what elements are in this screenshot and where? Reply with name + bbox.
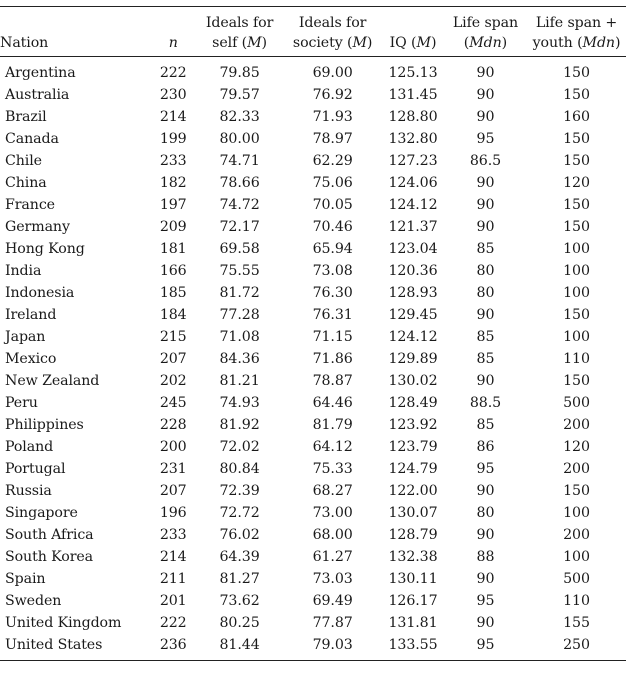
table-row: [0, 238, 626, 260]
cell-nation: Australia: [5, 87, 70, 103]
cell-ideals-society: 68.27: [312, 483, 353, 499]
cell-life-span: 90: [476, 483, 495, 499]
cell-life-span-youth: 110: [563, 351, 590, 367]
table-row: [0, 150, 626, 172]
cell-life-span: 85: [476, 241, 495, 257]
cell-n: 214: [159, 549, 187, 565]
cell-ideals-self: 77.28: [219, 307, 260, 323]
header-ideals-self-line2: [196, 33, 283, 53]
header-ideals-self-symbol: M: [247, 35, 262, 51]
header-life-span-youth: [527, 7, 626, 57]
cell-ideals-self: 79.85: [219, 65, 260, 81]
cell-life-span-youth: 500: [563, 395, 590, 411]
cell-n: 181: [159, 241, 187, 257]
cell-ideals-self: 72.17: [219, 219, 260, 235]
cell-iq: 130.11: [388, 571, 438, 587]
cell-nation: Philippines: [5, 417, 84, 433]
cell-iq: 128.93: [388, 285, 438, 301]
cell-life-span-youth: 110: [563, 593, 590, 609]
table-row: [0, 194, 626, 216]
cell-nation: Ireland: [5, 307, 57, 323]
cell-ideals-self: 76.02: [219, 527, 260, 543]
cell-n: 236: [150, 634, 196, 661]
cell-ideals-society: 79.03: [283, 634, 382, 661]
cell-nation: Brazil: [5, 109, 47, 125]
cell-ideals-society: 69.49: [312, 593, 353, 609]
table-row: [0, 458, 626, 480]
header-iq-symbol: M: [416, 35, 431, 51]
cell-life-span-youth: 150: [563, 373, 590, 389]
cell-life-span-youth: 100: [563, 285, 590, 301]
cell-ideals-society: 69.00: [312, 65, 353, 81]
table-body: [0, 57, 626, 661]
cell-life-span-youth: 150: [563, 65, 590, 81]
cell-iq: 129.89: [388, 351, 438, 367]
cell-iq: 124.06: [388, 175, 438, 191]
cell-iq: 128.49: [388, 395, 438, 411]
cell-life-span: 90: [476, 307, 495, 323]
cell-iq: 123.79: [388, 439, 438, 455]
header-life-span-line1: Life span: [452, 15, 519, 31]
cell-ideals-society: 76.30: [312, 285, 353, 301]
cell-iq: 130.02: [388, 373, 438, 389]
table-row: [0, 502, 626, 524]
cell-ideals-self: 79.57: [219, 87, 260, 103]
cell-ideals-society: 73.00: [312, 505, 353, 521]
cell-life-span-youth: 150: [563, 307, 590, 323]
cell-nation: United Kingdom: [5, 615, 122, 631]
cell-life-span: 90: [476, 615, 495, 631]
cell-ideals-society: 81.79: [312, 417, 353, 433]
table-row: [0, 260, 626, 282]
cell-nation: Singapore: [5, 505, 78, 521]
cell-ideals-society: 76.92: [312, 87, 353, 103]
cell-nation: Poland: [5, 439, 54, 455]
cell-life-span: 85: [476, 417, 495, 433]
cell-n: 207: [159, 483, 187, 499]
header-iq-line: [382, 33, 444, 53]
cell-ideals-self: 84.36: [219, 351, 260, 367]
cell-nation: Indonesia: [5, 285, 75, 301]
cell-n: 222: [159, 615, 187, 631]
cell-nation: Sweden: [5, 593, 62, 609]
header-life-span-pre: (: [463, 35, 470, 51]
cell-life-span-youth: 100: [563, 329, 590, 345]
cell-iq: 124.12: [388, 329, 438, 345]
cell-ideals-society: 77.87: [312, 615, 353, 631]
cell-n: 166: [159, 263, 187, 279]
header-ideals-self-post: ): [261, 35, 267, 51]
cell-ideals-self: 81.21: [219, 373, 260, 389]
cell-n: 207: [159, 351, 187, 367]
header-ideals-society: [283, 7, 382, 57]
table-row: [0, 568, 626, 590]
header-ideals-society-post: ): [366, 35, 373, 51]
cell-n: 215: [159, 329, 187, 345]
cell-life-span-youth: 100: [563, 505, 590, 521]
cell-ideals-society: 73.08: [312, 263, 353, 279]
cell-nation: Mexico: [5, 351, 57, 367]
cell-iq: 129.45: [388, 307, 438, 323]
cell-iq: 120.36: [388, 263, 438, 279]
cell-iq: 132.38: [388, 549, 438, 565]
cell-life-span: 85: [476, 351, 495, 367]
table-row: [0, 128, 626, 150]
cell-life-span-youth: 160: [563, 109, 590, 125]
header-ideals-self-line1: Ideals for: [205, 15, 274, 31]
cell-n: 184: [159, 307, 187, 323]
table-row: [0, 348, 626, 370]
cell-life-span: 90: [476, 87, 495, 103]
cell-life-span: 85: [476, 329, 495, 345]
cell-nation: China: [5, 175, 47, 191]
cell-iq: 128.80: [388, 109, 438, 125]
header-n: [150, 7, 196, 57]
cell-ideals-self: 80.00: [219, 131, 260, 147]
cell-nation: New Zealand: [5, 373, 100, 389]
cell-iq: 133.55: [382, 634, 444, 661]
header-life-span-line2: [444, 33, 527, 53]
cell-life-span: 95: [444, 634, 527, 661]
table-row: [0, 304, 626, 326]
header-row: [0, 7, 626, 57]
header-iq-post: ): [430, 35, 437, 51]
header-ideals-society-pre: society (: [292, 35, 353, 51]
cell-nation: South Africa: [5, 527, 94, 543]
cell-n: 233: [159, 153, 187, 169]
table-row: [0, 370, 626, 392]
cell-ideals-society: 64.12: [312, 439, 353, 455]
cell-ideals-self: 72.02: [219, 439, 260, 455]
table-row: [0, 172, 626, 194]
cell-ideals-society: 73.03: [312, 571, 353, 587]
cell-life-span: 95: [476, 593, 495, 609]
cell-life-span-youth: 150: [563, 483, 590, 499]
cell-ideals-society: 71.93: [312, 109, 353, 125]
cell-life-span-youth: 120: [563, 439, 590, 455]
cell-ideals-society: 68.00: [312, 527, 353, 543]
cell-life-span-youth: 200: [563, 527, 590, 543]
cell-life-span-youth: 120: [563, 175, 590, 191]
cell-life-span-youth: 150: [563, 153, 590, 169]
table-row: [0, 612, 626, 634]
cell-life-span-youth: 250: [527, 634, 626, 661]
cell-nation: Canada: [5, 131, 59, 147]
cell-ideals-society: 78.97: [312, 131, 353, 147]
cell-n: 211: [159, 571, 187, 587]
header-life-span-post: ): [501, 35, 508, 51]
table-row: [0, 326, 626, 348]
cell-ideals-self: 80.84: [219, 461, 260, 477]
cell-n: 197: [159, 197, 187, 213]
table-row: [0, 480, 626, 502]
cell-ideals-society: 65.94: [312, 241, 353, 257]
table-row: [0, 57, 626, 85]
nation-statistics-table: [0, 6, 626, 661]
cell-n: 233: [159, 527, 187, 543]
cell-life-span-youth: 100: [563, 549, 590, 565]
header-life-span-youth-pre: youth (: [532, 35, 583, 51]
cell-life-span: 95: [476, 461, 495, 477]
table-row: [0, 414, 626, 436]
cell-ideals-self: 75.55: [219, 263, 260, 279]
cell-ideals-self: 72.39: [219, 483, 260, 499]
cell-iq: 125.13: [388, 65, 438, 81]
table-header: [0, 7, 626, 57]
cell-ideals-self: 78.66: [219, 175, 260, 191]
cell-nation: Hong Kong: [5, 241, 85, 257]
header-life-span-youth-symbol: Mdn: [582, 35, 615, 51]
cell-life-span-youth: 155: [563, 615, 590, 631]
cell-life-span-youth: 200: [563, 417, 590, 433]
header-life-span-youth-post: ): [614, 35, 621, 51]
cell-life-span-youth: 500: [563, 571, 590, 587]
cell-life-span-youth: 100: [563, 241, 590, 257]
cell-n: 245: [159, 395, 187, 411]
cell-nation: Argentina: [5, 65, 76, 81]
cell-nation: Japan: [5, 329, 46, 345]
cell-ideals-society: 71.15: [312, 329, 353, 345]
cell-ideals-self: 74.93: [219, 395, 260, 411]
cell-life-span: 90: [476, 65, 495, 81]
cell-n: 214: [159, 109, 187, 125]
cell-life-span: 90: [476, 175, 495, 191]
cell-ideals-self: 81.92: [219, 417, 260, 433]
cell-n: 199: [159, 131, 187, 147]
cell-n: 201: [159, 593, 187, 609]
cell-iq: 128.79: [388, 527, 438, 543]
cell-iq: 126.17: [388, 593, 438, 609]
cell-nation: France: [5, 197, 55, 213]
cell-n: 228: [159, 417, 187, 433]
cell-ideals-self: 72.72: [219, 505, 260, 521]
cell-ideals-society: 62.29: [312, 153, 353, 169]
cell-nation: Germany: [5, 219, 70, 235]
cell-nation: Russia: [5, 483, 52, 499]
cell-life-span-youth: 150: [563, 219, 590, 235]
cell-ideals-society: 75.06: [312, 175, 353, 191]
cell-ideals-self: 74.71: [219, 153, 260, 169]
header-life-span: [444, 7, 527, 57]
table-row: [0, 106, 626, 128]
table-row: [0, 392, 626, 414]
cell-ideals-self: 74.72: [219, 197, 260, 213]
cell-ideals-self: 64.39: [219, 549, 260, 565]
cell-life-span: 88.5: [469, 395, 502, 411]
cell-life-span-youth: 150: [563, 197, 590, 213]
cell-life-span: 88: [476, 549, 495, 565]
cell-n: 222: [159, 65, 187, 81]
cell-nation: Spain: [5, 571, 46, 587]
cell-ideals-society: 78.87: [312, 373, 353, 389]
header-ideals-self-pre: self (: [212, 35, 248, 51]
cell-life-span: 95: [476, 131, 495, 147]
cell-ideals-self: 80.25: [219, 615, 260, 631]
cell-iq: 127.23: [388, 153, 438, 169]
cell-life-span-youth: 100: [563, 263, 590, 279]
cell-ideals-society: 75.33: [312, 461, 353, 477]
cell-iq: 130.07: [388, 505, 438, 521]
cell-n: 196: [159, 505, 187, 521]
cell-life-span: 86.5: [469, 153, 502, 169]
header-nation: [0, 7, 150, 57]
cell-ideals-society: 61.27: [312, 549, 353, 565]
table-row: [0, 634, 626, 661]
header-n-label: n: [168, 35, 178, 51]
cell-nation: South Korea: [5, 549, 94, 565]
table-row: [0, 282, 626, 304]
header-ideals-society-line2: [283, 33, 382, 53]
cell-life-span: 86: [476, 439, 495, 455]
cell-iq: 122.00: [388, 483, 438, 499]
cell-iq: 131.45: [388, 87, 438, 103]
header-ideals-society-symbol: M: [352, 35, 367, 51]
cell-ideals-self: 69.58: [219, 241, 260, 257]
cell-ideals-self: 81.72: [219, 285, 260, 301]
cell-life-span: 80: [476, 505, 495, 521]
cell-ideals-self: 81.44: [196, 634, 283, 661]
cell-nation: India: [5, 263, 42, 279]
cell-iq: 124.12: [388, 197, 438, 213]
cell-ideals-self: 73.62: [219, 593, 260, 609]
cell-iq: 132.80: [388, 131, 438, 147]
cell-ideals-society: 64.46: [312, 395, 353, 411]
cell-ideals-society: 76.31: [312, 307, 353, 323]
cell-n: 182: [159, 175, 187, 191]
cell-nation: Peru: [5, 395, 38, 411]
table-row: [0, 546, 626, 568]
cell-ideals-self: 82.33: [219, 109, 260, 125]
cell-iq: 124.79: [388, 461, 438, 477]
cell-life-span: 90: [476, 527, 495, 543]
data-table-container: [0, 6, 626, 661]
table-row: [0, 524, 626, 546]
table-row: [0, 590, 626, 612]
cell-life-span: 90: [476, 197, 495, 213]
cell-nation: United States: [0, 634, 150, 661]
table-row: [0, 84, 626, 106]
cell-iq: 123.92: [388, 417, 438, 433]
cell-iq: 123.04: [388, 241, 438, 257]
cell-n: 185: [159, 285, 187, 301]
cell-life-span: 90: [476, 571, 495, 587]
cell-life-span: 90: [476, 373, 495, 389]
header-ideals-society-line1: Ideals for: [298, 15, 367, 31]
header-iq: [382, 7, 444, 57]
header-life-span-youth-line1: Life span +: [535, 15, 618, 31]
cell-n: 230: [159, 87, 187, 103]
cell-iq: 131.81: [388, 615, 438, 631]
table-row: [0, 436, 626, 458]
cell-life-span-youth: 150: [563, 87, 590, 103]
cell-iq: 121.37: [388, 219, 438, 235]
table-row: [0, 216, 626, 238]
cell-life-span-youth: 200: [563, 461, 590, 477]
header-ideals-self: [196, 7, 283, 57]
cell-n: 209: [159, 219, 187, 235]
cell-nation: Portugal: [5, 461, 66, 477]
cell-ideals-society: 70.46: [312, 219, 353, 235]
cell-life-span: 90: [476, 219, 495, 235]
cell-nation: Chile: [5, 153, 42, 169]
cell-ideals-society: 71.86: [312, 351, 353, 367]
cell-life-span: 80: [476, 285, 495, 301]
cell-n: 200: [159, 439, 187, 455]
cell-ideals-self: 81.27: [219, 571, 260, 587]
cell-life-span: 80: [476, 263, 495, 279]
header-iq-pre: IQ (: [389, 35, 417, 51]
header-life-span-symbol: Mdn: [469, 35, 502, 51]
header-nation-label: Nation: [0, 35, 49, 51]
header-life-span-youth-line2: [527, 33, 626, 53]
cell-ideals-society: 70.05: [312, 197, 353, 213]
cell-n: 231: [159, 461, 187, 477]
cell-ideals-self: 71.08: [219, 329, 260, 345]
cell-life-span: 90: [476, 109, 495, 125]
cell-n: 202: [159, 373, 187, 389]
cell-life-span-youth: 150: [563, 131, 590, 147]
